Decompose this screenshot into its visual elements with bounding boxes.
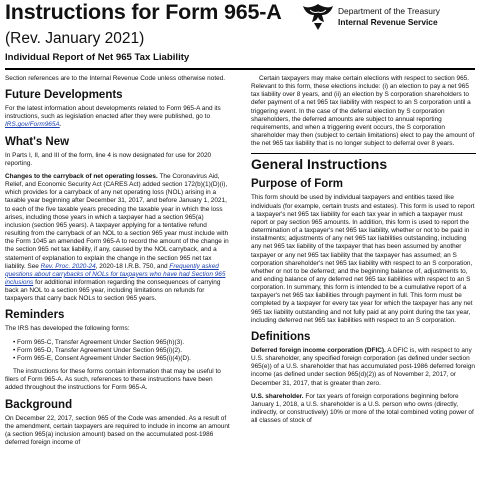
left-column: [5, 75, 230, 452]
background-heading: Background: [5, 398, 73, 411]
future-developments-text: For the latest information about developments related to Form 965-A and its instructions, such as legislation enacted after they were published, go to IRS.gov/Form965A.: [5, 105, 221, 129]
treasury-eagle-logo-icon: [302, 2, 334, 32]
list-item: • Form 965-E, Consent Agreement Under Section 965(i)(4)(D).: [13, 355, 230, 363]
background-text: On December 22, 2017, section 965 of the Code was amended. As a result of the amendment, certain taxpayers are required to include in income an amount (a section 965(a) inclusion amount) based on the accumulated post-1986 deferred foreign income of: [5, 414, 230, 446]
purpose-of-form-heading: Purpose of Form: [251, 178, 344, 191]
elections-paragraph: Certain taxpayers may make certain elections with respect to section 965. Relevant to this form, these elections include: (i) an election to pay a net 965 tax liability over 8 years, and (ii) an election by S corporation shareholders to defer payment of a net 965 tax liability with respect to an S corporation until a triggering event. In the case of the deferral election by S corporation shareholders, the deferred amounts are subject to annual reporting requirements, and when a triggering event occurs, the S corporation shareholder may then (subject to certain limitations) elect to pay the amount of the net 965 tax liability that is no longer subject to deferral over 8 years.: [251, 75, 475, 148]
agency-name: [338, 6, 440, 28]
agency-department: Department of the Treasury: [338, 6, 440, 16]
right-column: [251, 75, 476, 430]
rev-proc-link[interactable]: Rev. Proc. 2020-24: [40, 262, 96, 270]
whats-new-heading: What's New: [5, 135, 70, 148]
us-shareholder-definition: U.S. shareholder. For tax years of foreign corporations beginning before January 1, 2018, a U.S. shareholder is a U.S. person who owns (directly, indirectly, or constructively) 10% or more of the total combined voting power of all classes of stock of: [251, 392, 474, 425]
list-item: • Form 965-C, Transfer Agreement Under Section 965(h)(3).: [13, 339, 230, 347]
agency-irs: Internal Revenue Service: [338, 17, 438, 27]
whats-new-text: In Parts I, II, and III of the form, line 4 is now designated for use for 2020 reporting.: [5, 151, 212, 167]
carryback-changes-title: Changes to the carryback of net operating losses.: [5, 172, 158, 180]
reminders-text: The IRS has developed the following forms:: [5, 325, 130, 333]
revision-date: (Rev. January 2021): [5, 30, 145, 47]
dfic-term: Deferred foreign income corporation (DFIC).: [251, 346, 386, 354]
general-instructions-heading: General Instructions: [251, 153, 476, 172]
faq-carrybacks-link[interactable]: Frequently asked questions about carrybacks of NOLs for taxpayers who have had Section 965 inclusions: [5, 262, 226, 286]
irs-gov-form965a-link[interactable]: IRS.gov/Form965A: [5, 121, 60, 129]
future-developments-heading: Future Developments: [5, 89, 123, 102]
reminders-text-2: The instructions for these forms contain information that may be useful to filers of Form 965-A. As such, references to these instructions have been added throughout the instructions for Form 965-A.: [5, 368, 221, 392]
us-shareholder-term: U.S. shareholder.: [251, 392, 304, 400]
list-item: • Form 965-D, Transfer Agreement Under Section 965(i)(2).: [13, 347, 230, 355]
definitions-heading: Definitions: [251, 330, 311, 343]
dfic-definition: Deferred foreign income corporation (DFIC). A DFIC is, with respect to any U.S. shareholder, any specified foreign corporation (as defined under section 965(e)) of a U.S. shareholder that has accumulated post-1986 deferred foreign income (as defined under section 965(d)(2)) as of November 2, 2017, or December 31, 2017, that is greater than zero.: [251, 346, 476, 387]
header-divider: [5, 68, 475, 70]
reminders-list: [5, 339, 230, 363]
intro-text: Section references are to the Internal Revenue Code unless otherwise noted.: [5, 75, 226, 82]
document-header: [5, 0, 475, 74]
carryback-changes-paragraph: Changes to the carryback of net operating losses. The Coronavirus Aid, Relief, and Economic Security Act (CARES Act) added section 172(b)(1)(D)(i), which provides for a carryback of any net operating loss (NOL) arising in a taxable year beginning after December 31, 2017, and before January 1, 2021, to each of the five taxable years preceding the taxable year in which the loss arises, including those years in which a taxpayer had a section 965(a) inclusion (section 965 years). A taxpayer applying for a tentative refund resulting from the carryback of an NOL to a section 965 year must include with the Form 1045 an amended Form 965-A to record the amount of the change in the section 965 net tax liability, if any, caused by the NOL carryback, and a statement of explanation to explain the change in the section 965 net tax liability. See Rev. Proc. 2020-24, 2020-18 I.R.B. 750, and Frequently asked questions about carrybacks of NOLs for taxpayers who have had Section 965 inclusions for additional information regarding the consequences of carrying back an NOL to a section 965 year, including limitations on refunds for taxpayers that carry back NOLs to section 965 years.: [5, 172, 229, 303]
reminders-heading: Reminders: [5, 309, 65, 322]
document-title: Instructions for Form 965-A: [5, 0, 282, 24]
purpose-text: This form should be used by individual taxpayers and entities taxed like individuals (for example, certain trusts and estates). This form is used to report a taxpayer's net 965 tax liability for each tax year in which a taxpayer must report or pay section 965 amounts. In addition, this form is used to report the determination of a taxpayer's net 965 tax liability, whether or not to be paid in installments; adjustments of any net 965 tax liabilities outstanding, including any net 965 tax liability of the taxpayer that has been assumed by another taxpayer or any net 965 tax liability that the taxpayer has assumed; an S corporation shareholder's net 965 tax liability with respect to an S corporation, whether or not to be deferred; and the beginning balance of, adjustments to, and ending balance of any deferred net 965 tax liabilities with respect to an S corporation. In summary, this form is intended to be a cumulative report of a taxpayer's net 965 tax liabilities through payment in full. This form must be completed by a taxpayer for every tax year for which the taxpayer has any net 965 tax liability outstanding and not fully paid at any point during the tax year, including deferred net 965 tax liabilities with respect to an S corporation.: [251, 194, 475, 324]
document-subtitle: Individual Report of Net 965 Tax Liability: [5, 52, 190, 63]
